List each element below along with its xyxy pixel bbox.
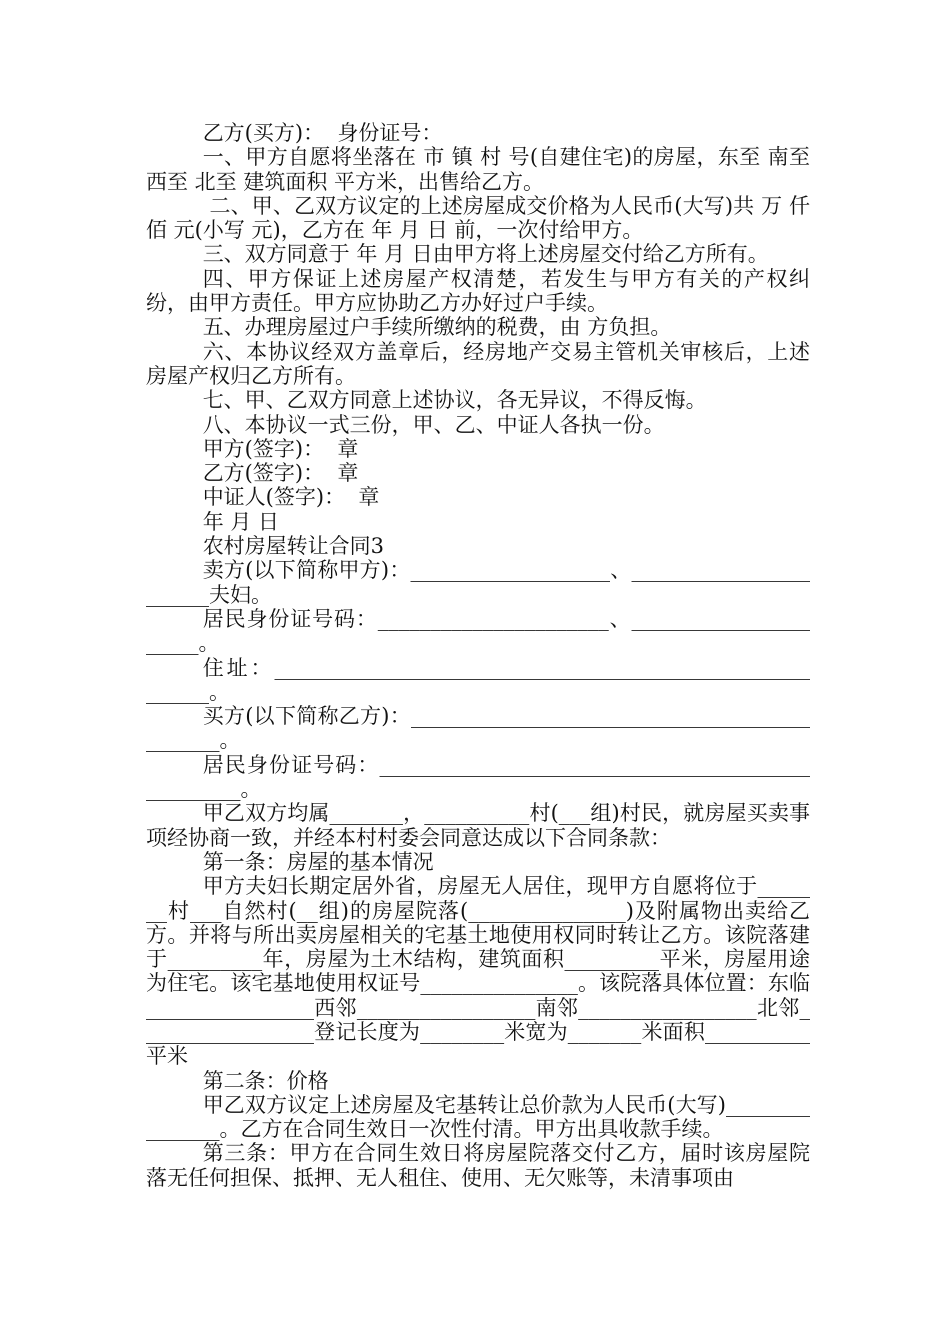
clause-4-property-rights: 四、甲方保证上述房屋产权清楚，若发生与甲方有关的产权纠纷，由甲方责任。甲方应协助乙方办好过户手续。 (146, 266, 810, 316)
clause-1-house-location: 一、甲方自愿将坐落在 市 镇 村 号(自建住宅)的房屋，东至 南至 西至 北至 建筑面积 平方米，出售给乙方。 (146, 145, 817, 194)
party-b-signature: 乙方(签字)： 章 (202, 461, 359, 486)
signing-date: 年 月 日 (202, 509, 280, 534)
buyer-id-number-line: 居民身份证号码：__________________________________________________。 (146, 752, 810, 802)
contract-body (146, 121, 817, 1190)
seller-id-line: 居民身份证号码：______________________、______________________。 (146, 606, 810, 656)
clause-6-approval: 六、本协议经双方盖章后，经房地产交易主管机关审核后，上述房屋产权归乙方所有。 (146, 339, 810, 388)
article-1-body: 甲方夫妇长期定居外省，房屋无人居住，现甲方自愿将位于_______村___自然村(__组)的房屋院落(_______________)及附属物出卖给乙方。并将与所出卖房屋相关的宅基土地使用权同时转让乙方。该院落建于_________年，房屋为土木结构，建筑面积_________平米，房屋用途为住宅。该宅基地使用权证号_______________。该院落具体位置：东临________________西邻_________________南邻_________________北邻_________________登记长度为________米宽为_______米面积__________平米 (146, 874, 810, 1069)
contract-3-title: 农村房屋转让合同3 (202, 534, 385, 559)
article-2-heading: 第二条：价格 (202, 1068, 329, 1093)
parties-villagers-paragraph: 甲乙双方均属_______，__________村(___组)村民，就房屋买卖事项经协商一致，并经本村村委会同意达成以下合同条款： (146, 801, 810, 850)
clause-5-taxes: 五、办理房屋过户手续所缴纳的税费，由 方负担。 (202, 315, 672, 340)
article-1-heading: 第一条：房屋的基本情况 (202, 849, 434, 874)
seller-address-line: 住址：_________________________________________________________。 (146, 655, 810, 704)
witness-signature: 中证人(签字)： 章 (202, 485, 380, 510)
clause-3-handover: 三、双方同意于 年 月 日由甲方将上述房屋交付给乙方所有。 (202, 242, 769, 267)
clause-7-agreement: 七、甲、乙双方同意上述协议，各无异议，不得反悔。 (202, 388, 707, 413)
article-2-body: 甲乙双方议定上述房屋及宅基转让总价款为人民币(大写)_______________。乙方在合同生效日一次性付清。甲方出具收款手续。 (146, 1092, 810, 1142)
party-a-signature: 甲方(签字)： 章 (202, 436, 359, 461)
buyer-id-line: 乙方(买方)： 身份证号： (202, 121, 443, 145)
clause-2-price: 二、甲、乙双方议定的上述房屋成交价格为人民币(大写)共 万 仟 佰 元(小写 元)，乙方在 年 月 日 前，一次付给甲方。 (146, 193, 817, 243)
clause-8-copies: 八、本协议一式三份，甲、乙、中证人各执一份。 (202, 412, 665, 437)
article-3-body: 第三条：甲方在合同生效日将房屋院落交付乙方，届时该房屋院落无任何担保、抵押、无人租住、使用、无欠账等，未清事项由 (146, 1141, 810, 1190)
buyer-line: 买方(以下简称乙方)：_____________________________________________。 (146, 704, 810, 753)
seller-line: 卖方(以下简称甲方)：___________________、_______________________夫妇。 (146, 558, 810, 607)
